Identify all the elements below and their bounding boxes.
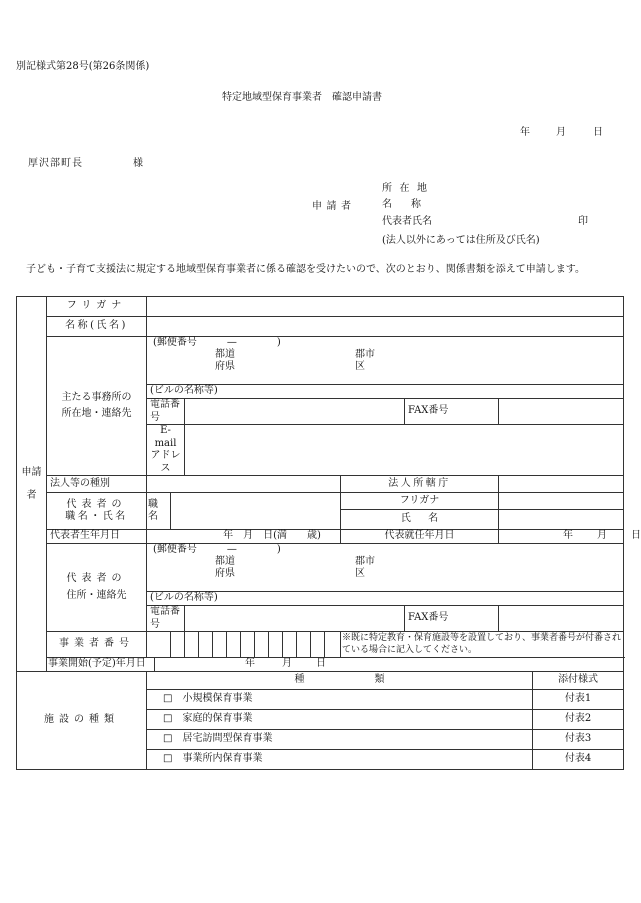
rep-gunshi-2: 区	[355, 568, 365, 579]
main-office-postal: (郵便番号 — )	[153, 337, 281, 348]
value-rep-furigana[interactable]	[499, 493, 624, 510]
label-furigana: フリガナ	[47, 297, 147, 317]
rep-building[interactable]: (ビルの名称等)	[147, 592, 624, 606]
application-table	[16, 296, 641, 770]
facility-row-3[interactable]: □ 居宅訪問型保育事業	[147, 730, 533, 750]
value-phone[interactable]	[185, 399, 405, 425]
value-email[interactable]	[185, 425, 624, 476]
label-rep-inaug: 代表就任年月日	[341, 530, 499, 544]
business-no-note: ※既に特定教育・保育施設等を設置しており、事業者番号が付番されている場合に記入してください。	[341, 632, 624, 658]
rep-title-line2: 職名・氏名	[65, 511, 128, 522]
label-business-no: 事業者番号	[47, 632, 147, 658]
applicant-label: 申請者	[312, 201, 356, 212]
value-rep-inaug[interactable]	[499, 530, 641, 544]
date-month: 月	[556, 127, 566, 138]
business-no-digit[interactable]	[325, 632, 341, 658]
main-office-building[interactable]: (ビルの名称等)	[147, 385, 624, 399]
business-no-digit[interactable]	[185, 632, 199, 658]
value-rep-birth[interactable]: 年 月 日(満 歳)	[147, 530, 341, 544]
rep-gunshi-1: 郡市	[355, 556, 375, 567]
facility-row-4[interactable]: □ 事業所内保育事業	[147, 750, 533, 770]
rep-name-2: 名	[428, 513, 439, 525]
business-no-digit[interactable]	[255, 632, 269, 658]
business-no-digit[interactable]	[147, 632, 171, 658]
rep-todofuken-2: 府県	[215, 568, 235, 579]
form-number: 別記様式第28号(第26条関係)	[16, 61, 150, 72]
applicant-note: (法人以外にあっては住所及び氏名)	[382, 235, 540, 246]
label-rep-name	[341, 510, 499, 530]
label-fax: FAX番号	[405, 399, 499, 425]
main-office-gunshi-1: 郡市	[355, 349, 375, 360]
business-no-digit[interactable]	[283, 632, 297, 658]
business-no-digit[interactable]	[171, 632, 185, 658]
value-furigana[interactable]	[147, 297, 624, 317]
label-rep-phone: 電話番号	[147, 606, 185, 632]
main-office-todofuken-1: 都道	[215, 349, 235, 360]
header-kind: 種 類	[147, 672, 533, 690]
label-rep-furigana: フリガナ	[341, 493, 499, 510]
value-rep-phone[interactable]	[185, 606, 405, 632]
main-office-todofuken-2: 府県	[215, 361, 235, 372]
email-line1: E-mail	[154, 425, 177, 449]
main-office-line2: 所在地・連絡先	[61, 408, 132, 419]
business-no-digit[interactable]	[241, 632, 255, 658]
label-corp-authority: 法人所轄庁	[341, 476, 499, 493]
value-corp-type[interactable]	[147, 476, 341, 493]
addressee: 厚沢部町長	[28, 158, 83, 169]
facility-attach-3: 付表3	[533, 730, 624, 750]
inaug-day: 日	[631, 530, 641, 541]
business-no-digit[interactable]	[297, 632, 311, 658]
label-shoku	[147, 493, 171, 530]
addressee-honorific: 様	[133, 158, 143, 169]
shoku-line2: 名	[148, 511, 158, 522]
rep-address[interactable]	[147, 544, 624, 592]
side-label-applicant: 申請者	[17, 297, 47, 672]
label-rep-birth: 代表者生年月日	[47, 530, 147, 544]
date-day: 日	[593, 127, 603, 138]
start-year: 年	[245, 658, 255, 669]
facility-attach-2: 付表2	[533, 710, 624, 730]
email-line2: アドレス	[150, 450, 181, 474]
label-rep-address	[47, 544, 147, 632]
business-no-digit[interactable]	[269, 632, 283, 658]
facility-attach-4: 付表4	[533, 750, 624, 770]
label-rep-title	[47, 493, 147, 530]
value-start-date[interactable]	[155, 658, 624, 672]
start-month: 月	[282, 658, 292, 669]
rep-addr-line1: 代表者の	[66, 573, 127, 584]
rep-addr-line2: 住所・連絡先	[66, 589, 127, 601]
label-phone: 電話番号	[147, 399, 185, 425]
inaug-year: 年	[563, 530, 573, 541]
intro-paragraph: 子ども・子育て支援法に規定する地域型保育事業者に係る確認を受けたいので、次のとおり、関係書類を添えて申請します。	[26, 264, 585, 275]
label-email	[147, 425, 185, 476]
form-title: 特定地域型保育事業者 確認申請書	[222, 92, 382, 103]
value-corp-authority[interactable]	[499, 476, 624, 493]
business-no-digit[interactable]	[213, 632, 227, 658]
rep-postal: (郵便番号 — )	[153, 544, 281, 555]
label-main-office	[47, 337, 147, 476]
start-day: 日	[316, 658, 326, 669]
value-fax[interactable]	[499, 399, 624, 425]
seal-mark: 印	[578, 216, 588, 227]
rep-todofuken-1: 都道	[215, 556, 235, 567]
business-no-digit[interactable]	[199, 632, 213, 658]
applicant-address-label: 所在地	[382, 183, 435, 194]
date-year: 年	[520, 127, 530, 138]
main-office-address[interactable]	[147, 337, 624, 385]
label-start-date: 事業開始(予定)年月日	[47, 658, 155, 672]
rep-title-line1: 代表者の	[66, 498, 127, 510]
value-rep-fax[interactable]	[499, 606, 624, 632]
shoku-line1: 職	[148, 498, 158, 510]
value-rep-title[interactable]	[171, 493, 341, 530]
business-no-digit[interactable]	[227, 632, 241, 658]
main-office-line1: 主たる事務所の	[61, 391, 132, 403]
applicant-rep-label: 代表者氏名	[382, 216, 432, 227]
value-rep-name[interactable]	[499, 510, 624, 530]
label-facility-type: 施設の種類	[17, 672, 147, 770]
main-office-gunshi-2: 区	[355, 361, 365, 372]
facility-row-1[interactable]: □ 小規模保育事業	[147, 690, 533, 710]
applicant-name-label: 名称	[382, 199, 440, 210]
header-attach: 添付様式	[533, 672, 624, 690]
label-corp-type: 法人等の種別	[47, 476, 147, 493]
rep-name-1: 氏	[400, 513, 411, 525]
facility-attach-1: 付表1	[533, 690, 624, 710]
business-no-digit[interactable]	[311, 632, 325, 658]
facility-row-2[interactable]: □ 家庭的保育事業	[147, 710, 533, 730]
label-name: 名称(氏名)	[47, 317, 147, 337]
inaug-month: 月	[597, 530, 607, 541]
value-name[interactable]	[147, 317, 624, 337]
label-rep-fax: FAX番号	[405, 606, 499, 632]
